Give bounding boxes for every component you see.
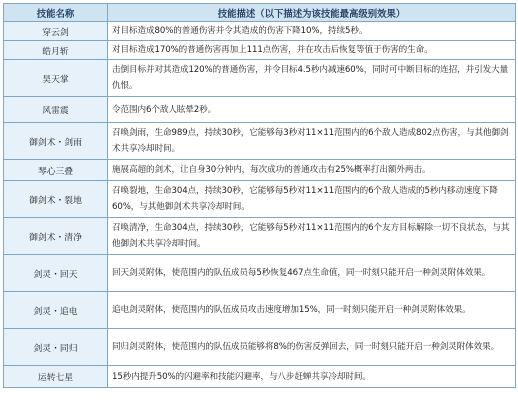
skill-name: 昊天掌 bbox=[4, 60, 108, 97]
skill-description: 同归剑灵附体，使范围内的队伍成员能够将8%的伤害反弹回去，同一时刻只能开启一种剑灵附体效果。 bbox=[108, 329, 516, 366]
skills-table bbox=[3, 3, 516, 388]
skill-description: 召唤裂地，生命304点，持续30秒，它能够每5秒对11×11范围内的6个敌人造成的5秒内移动速度下降60%，与其他御剑术共享冷却时间。 bbox=[108, 181, 516, 218]
table-row bbox=[4, 218, 516, 255]
skill-name: 剑灵・回天 bbox=[4, 255, 108, 292]
skill-description: 召唤清净，生命304点，持续30秒，它能够每5秒对11×11范围内的6个友方目标解除一切不良状态，与其他御剑术共享冷却时间。 bbox=[108, 218, 516, 255]
skill-name: 运转七星 bbox=[4, 366, 108, 388]
skill-description: 15秒内提升50%的闪避率和技能闪避率，与八步赶蝉共享冷却时间。 bbox=[108, 366, 516, 388]
skill-description: 回天剑灵附体，使范围内的队伍成员每5秒恢复467点生命值，同一时刻只能开启一种剑灵附体效果。 bbox=[108, 255, 516, 292]
header-skill-description: 技能描述（以下描述为该技能最高级别效果） bbox=[108, 4, 516, 22]
table-row bbox=[4, 366, 516, 388]
table-row bbox=[4, 160, 516, 181]
table-row bbox=[4, 97, 516, 123]
skill-description: 令范围内6个敌人眩晕2秒。 bbox=[108, 97, 516, 123]
header-skill-name: 技能名称 bbox=[4, 4, 108, 22]
table-row bbox=[4, 41, 516, 60]
skill-name: 皓月斩 bbox=[4, 41, 108, 60]
skill-description: 对目标造成170%的普通伤害再加上111点伤害，并在攻击后恢复等值于伤害的生命。 bbox=[108, 41, 516, 60]
skill-name: 御剑术・裂地 bbox=[4, 181, 108, 218]
table-row bbox=[4, 123, 516, 160]
skill-description: 击倒目标并对其造成120%的普通伤害，并令目标4.5秒内减速60%，同时可中断目标的连招，并引发大量仇恨。 bbox=[108, 60, 516, 97]
skill-description: 对目标造成80%的普通伤害并令其造成的伤害下降10%，持续5秒。 bbox=[108, 22, 516, 41]
skill-name: 剑灵・追电 bbox=[4, 292, 108, 329]
table-row bbox=[4, 255, 516, 292]
skill-name: 穿云剑 bbox=[4, 22, 108, 41]
skill-description: 追电剑灵附体，使范围内的队伍成员攻击速度增加15%，同一时刻只能开启一种剑灵附体效果。 bbox=[108, 292, 516, 329]
table-row bbox=[4, 329, 516, 366]
skill-name: 御剑术・剑雨 bbox=[4, 123, 108, 160]
skill-name: 御剑术・清净 bbox=[4, 218, 108, 255]
table-row bbox=[4, 60, 516, 97]
skill-name: 琴心三叠 bbox=[4, 160, 108, 181]
skill-name: 风雷震 bbox=[4, 97, 108, 123]
table-header-row bbox=[4, 4, 516, 22]
skill-name: 剑灵・同归 bbox=[4, 329, 108, 366]
table-row bbox=[4, 22, 516, 41]
skill-description: 施展高超的剑术，让自身30分钟内，每次成功的普通攻击有25%概率打出额外两击。 bbox=[108, 160, 516, 181]
skill-description: 召唤剑雨，生命989点，持续30秒，它能够每3秒对11×11范围内的6个敌人造成802点伤害，与其他御剑术共享冷却时间。 bbox=[108, 123, 516, 160]
table-row bbox=[4, 181, 516, 218]
table-row bbox=[4, 292, 516, 329]
